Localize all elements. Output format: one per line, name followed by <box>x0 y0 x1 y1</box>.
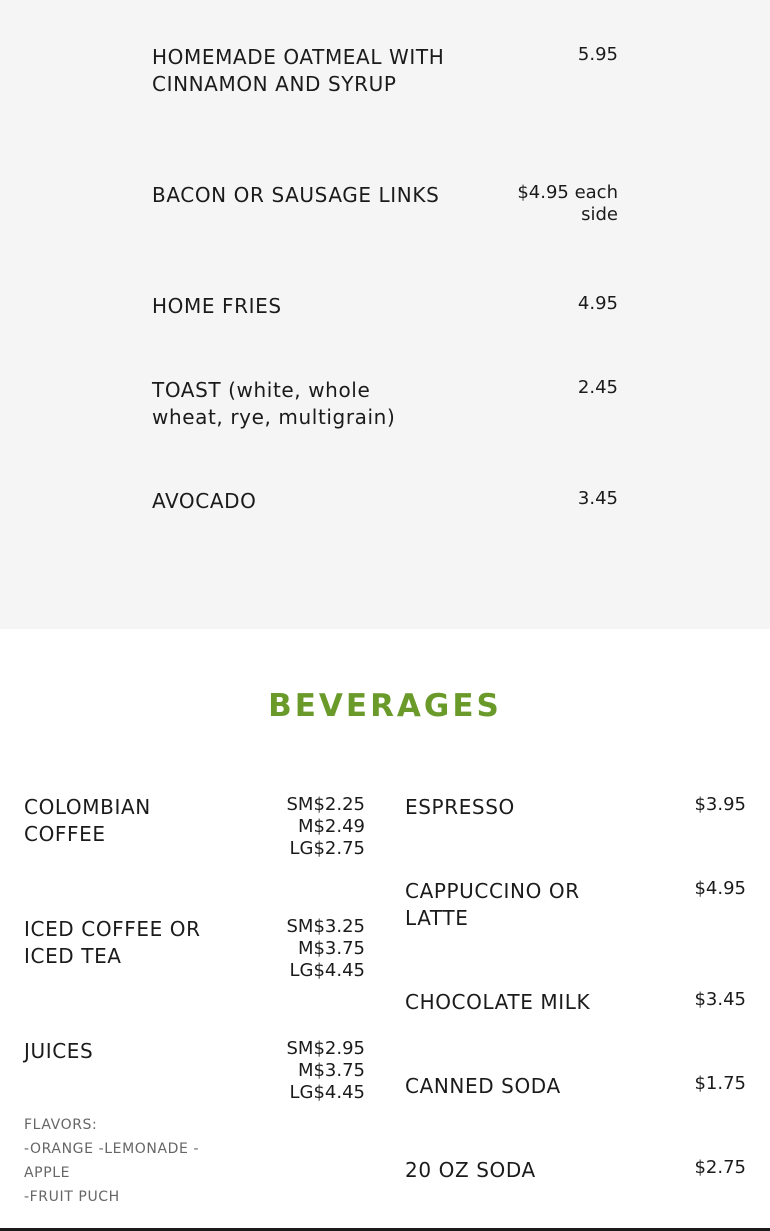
item-name: HOME FRIES <box>152 294 282 318</box>
item-price: SM$2.95 M$3.75 LG$4.45 <box>286 1038 365 1103</box>
item-name: CANNED SODA <box>405 1074 561 1098</box>
beverage-item-cappuccino-latte <box>405 878 746 934</box>
item-price: 2.45 <box>577 377 618 398</box>
item-price: $4.95 <box>694 878 746 899</box>
beverage-item-espresso <box>405 794 746 824</box>
item-name: 20 OZ SODA <box>405 1158 536 1182</box>
juice-flavors-note: FLAVORS: -ORANGE -LEMONADE - APPLE -FRUIT PUCH <box>24 1117 200 1205</box>
beverage-item-canned-soda <box>405 1073 746 1103</box>
item-name: AVOCADO <box>152 489 257 513</box>
beverage-item-chocolate-milk <box>405 989 746 1019</box>
item-price: SM$2.25 M$2.49 LG$2.75 <box>286 794 365 859</box>
item-name: CAPPUCCINO OR LATTE <box>405 879 580 930</box>
item-name: JUICES <box>24 1039 94 1063</box>
item-price: $1.75 <box>694 1073 746 1094</box>
beverage-item-colombian-coffee <box>24 794 365 864</box>
item-price: $3.45 <box>694 989 746 1010</box>
beverages-heading: BEVERAGES <box>268 688 502 724</box>
item-price: 4.95 <box>577 293 618 314</box>
beverage-item-juices <box>24 1038 365 1108</box>
item-price: 3.45 <box>577 488 618 509</box>
item-price: 5.95 <box>577 44 618 65</box>
item-price: $2.75 <box>694 1157 746 1178</box>
item-name: HOMEMADE OATMEAL WITH CINNAMON AND SYRUP <box>152 45 445 96</box>
item-name: TOAST (white, whole wheat, rye, multigrain) <box>152 378 396 429</box>
item-name: BACON OR SAUSAGE LINKS <box>152 183 440 207</box>
item-price: SM$3.25 M$3.75 LG$4.45 <box>286 916 365 981</box>
item-name: ICED COFFEE OR ICED TEA <box>24 917 201 968</box>
beverage-item-iced-coffee-tea <box>24 916 365 986</box>
item-name: CHOCOLATE MILK <box>405 990 591 1014</box>
item-name: ESPRESSO <box>405 795 515 819</box>
item-name: COLOMBIAN COFFEE <box>24 795 151 846</box>
item-price: $4.95 each side <box>517 182 618 225</box>
beverage-item-20oz-soda <box>405 1157 746 1187</box>
item-price: $3.95 <box>694 794 746 815</box>
